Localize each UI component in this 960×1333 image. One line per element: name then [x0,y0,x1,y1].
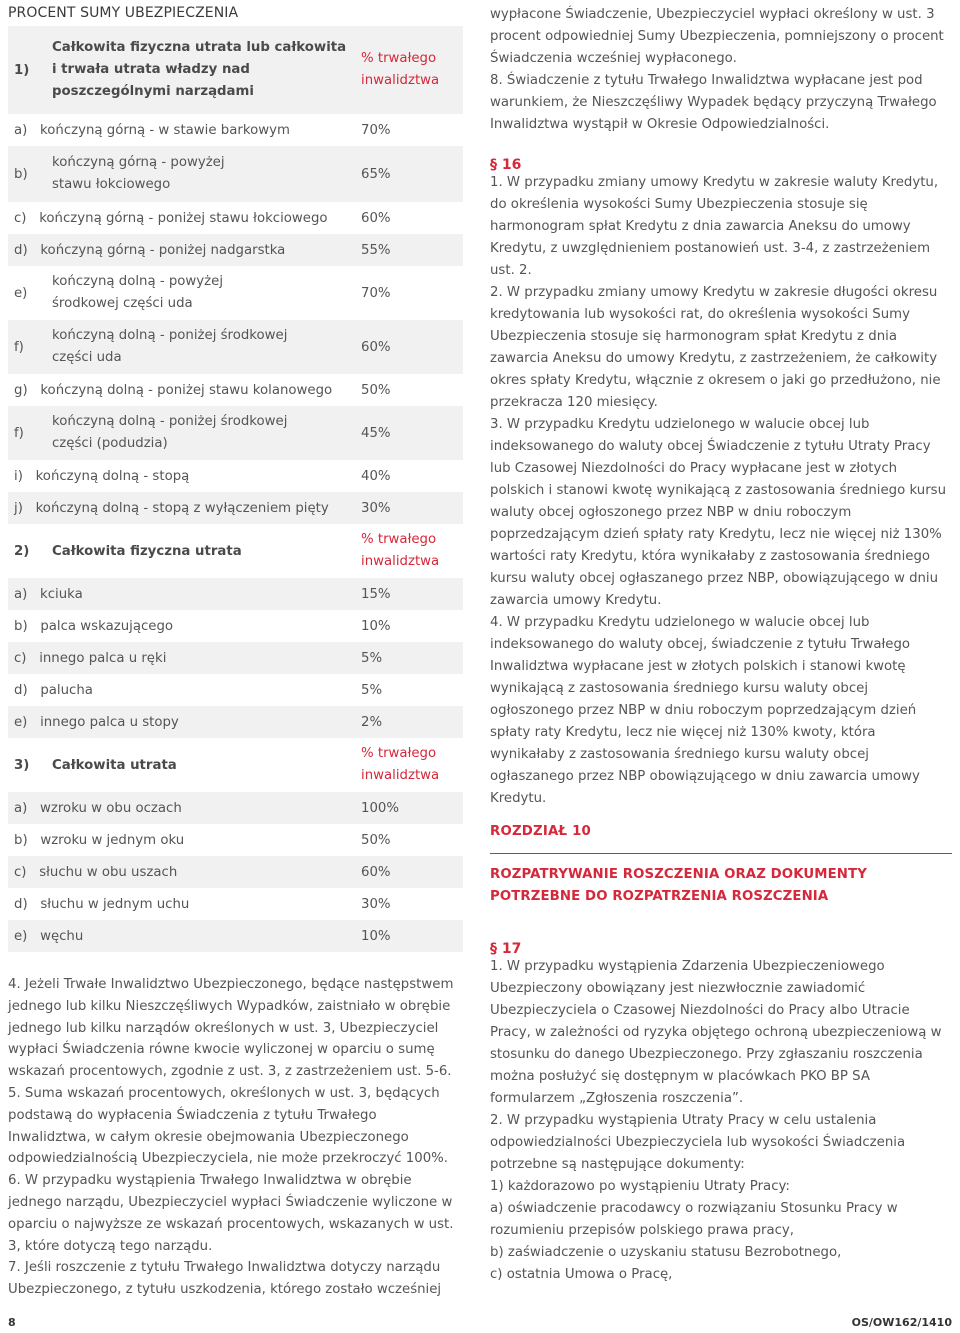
right-column [490,4,952,1286]
table-row: e) kończyną dolną - powyżej środkowej części uda 70% [14,274,391,311]
table-row: g) kończyną dolną - poniżej stawu kolanowego 50% [14,382,391,398]
s16-item-3: 3. W przypadku Kredytu udzielonego w walucie obcej lub indeksowanego do waluty obcej Świadczenie z tytułu Utraty Pracy lub Czasowej Niezdolności do Pracy wypłacane jest w złotych polskich i stanowi kwotę wynikającą z zastosowania średniego kursu waluty obcej ogłoszonego przez NBP w dniu roboczym poprzedzającym dzień spłaty raty Kredytu, lecz nie więcej niż 130% wartości raty Kredytu, która wynikałaby z zastosowania średniego kursu waluty obcej ogłaszanego przez NBP, obowiązującego w dniu zawarcia umowy Kredytu. [490,417,947,608]
section-17-heading: § 17 [490,941,522,957]
table-row: e) innego palca u stopy 2% [8,706,463,738]
s17-item-6: c) ostatnia Umowa o Pracę, [490,1267,673,1282]
intro-paragraph: wypłacone Świadczenie, Ubezpieczyciel wypłaci określony w ust. 3 procent odpowiedniej Sumy Ubezpieczenia, pomniejszony o procent Świadczenia wcześniej wypłaconego. [490,7,944,66]
table-row: i) kończyną dolną - stopą 40% [14,468,391,484]
table-row: a) wzroku w obu oczach 100% [8,792,463,824]
s16-item-4: 4. W przypadku Kredytu udzielonego w walucie obcej lub indeksowanego do waluty obcej, świadczenie z tytułu Trwałego Inwalidztwa wypłacane jest w złotych polskich i stanowi kwotę wynikającą z zastosowania średniego kursu waluty obcej ogłoszonego przez NBP w dniu roboczym poprzedzającym dzień spłaty raty Kredytu, lecz nie więcej niż 130% kwoty, która wynikałaby z zastosowania średniego kursu waluty obcej ogłaszanego przez NBP obowiązującego w dniu zawarcia umowy Kredytu. [490,615,920,806]
table-row: d) kończyną górną - poniżej nadgarstka 55% [8,234,463,266]
paragraph-4: 4. Jeżeli Trwałe Inwalidztwo Ubezpieczonego, będące następstwem jednego lub kilku Nieszczęśliwych Wypadków, zaistniało w obrębie jednego lub kilku narządów określonych w ust. 3, Ubezpieczyciel wypłaci Świadczenia równe kwocie wyliczonej w oparciu o sumę wskazań procentowych, zgodnie z ust. 3, z zastrzeżeniem ust. 5-6. [8,977,454,1080]
sec2-header [8,524,463,578]
sec3-pct-header: % trwałego inwalidztwa [361,746,440,783]
table-row: d) słuchu w jednym uchu 30% [14,896,391,912]
left-paragraphs [8,974,463,1301]
s17-item-3: 1) każdorazowo po wystąpieniu Utraty Pracy: [490,1179,790,1194]
section-16-heading: § 16 [490,157,522,173]
disability-table [8,26,463,952]
chapter-title: ROZPATRYWANIE ROSZCZENIA ORAZ DOKUMENTY POTRZEBNE DO ROZPATRZENIA ROSZCZENIA [490,867,867,904]
table-row: a) kciuka 15% [8,578,463,610]
document-code: OS/OW162/1410 [851,1316,952,1329]
paragraph-5: 5. Suma wskazań procentowych, określonych w ust. 3, będących podstawą do wypłacenia Świadczenia z tytułu Trwałego Inwalidztwa, w całym okresie obejmowania Ubezpieczonego odpowiedzialnością Ubezpieczyciela, nie może przekroczyć 100%. [8,1085,449,1167]
table-row: j) kończyną dolną - stopą z wyłączeniem pięty 30% [8,492,463,524]
table-row: c) słuchu w obu uszach 60% [8,856,463,888]
sec1-label: Całkowita fizyczna utrata lub całkowita i trwała utrata władzy nad poszczególnymi narządami [52,40,347,99]
table-row: c) innego palca u ręki 5% [8,642,463,674]
row-value: 70% [361,122,391,138]
table-row: f) kończyną dolną - poniżej środkowej części uda 60% [8,320,463,374]
s17-item-1: 1. W przypadku wystąpienia Zdarzenia Ubezpieczeniowego Ubezpieczony obowiązany jest niezwłocznie zawiadomić Ubezpieczyciela o Czasowej Niezdolności do Pracy albo Utracie Pracy, w zależności od ryzyka objętego ochroną ubezpieczeniową w stosunku do danego Ubezpieczonego. Przy zgłaszaniu roszczenia można posłużyć się dostępnym w placówkach PKO BP SA formularzem „Zgłoszenia roszczenia”. [490,959,942,1106]
paragraph-8: 8. Świadczenie z tytułu Trwałego Inwalidztwa wypłacane jest pod warunkiem, że Nieszczęśliwy Wypadek będący przyczyną Trwałego Inwalidztwa wystąpił w Okresie Odpowiedzialności. [490,73,937,132]
sec1-header [8,26,463,114]
sec3-label: Całkowita utrata [52,757,177,773]
sec1-pct-header: % trwałego inwalidztwa [361,51,440,88]
s16-item-1: 1. W przypadku zmiany umowy Kredytu w zakresie waluty Kredytu, do określenia wysokości Sumy Ubezpieczenia stosuje się harmonogram spłat Kredytu z dnia zawarcia Aneksu do umowy Kredytu, z uwzględnieniem postanowień ust. 3-4, z zastrzeżeniem ust. 2. [490,175,939,278]
table-row: d) palucha 5% [14,682,383,698]
s17-item-5: b) zaświadczenie o uzyskaniu statusu Bezrobotnego, [490,1245,842,1260]
page-number: 8 [8,1316,16,1329]
left-column [8,0,463,1301]
chapter-label: ROZDZIAŁ 10 [490,824,591,839]
section-title: PROCENT SUMY UBEZPIECZENIA [8,5,239,21]
table-row: b) wzroku w jednym oku 50% [14,832,391,848]
table-row: b) palca wskazującego 10% [14,618,391,634]
sec1-number: 1) [14,62,30,78]
s16-item-2: 2. W przypadku zmiany umowy Kredytu w zakresie długości okresu kredytowania lub wysokości rat, do określenia wysokości Sumy Ubezpieczenia stosuje się harmonogram spłat Kredytu z dnia zawarcia Aneksu do umowy Kredytu, z zastrzeżeniem, że całkowity okres spłaty Kredytu, włącznie z okresem o jaki go przedłużono, nie przekracza 120 miesięcy. [490,285,941,410]
sec2-label: Całkowita fizyczna utrata [52,543,242,559]
table-row: e) węchu 10% [8,920,463,952]
table-row: c) kończyną górną - poniżej stawu łokciowego 60% [14,210,391,226]
chapter-divider [490,853,952,854]
paragraph-6: 6. W przypadku wystąpienia Trwałego Inwalidztwa w obrębie jednego narządu, Ubezpieczyciel wypłaci Świadczenie wyliczone w oparciu o najwyższe ze wskazań procentowych, wskazanych w ust. 3, które dotyczą tego narządu. [8,1173,454,1254]
table-row: a) kończyną górną - w stawie barkowym 70% [14,122,391,138]
sec2-pct-header: % trwałego inwalidztwa [361,532,440,569]
paragraph-7: 7. Jeśli roszczenie z tytułu Trwałego Inwalidztwa dotyczy narządu Ubezpieczonego, z tytułu uszkodzenia, którego zostało wcześniej [8,1260,442,1298]
sec3-header [8,738,463,792]
sec3-number: 3) [14,757,30,773]
s17-item-4: a) oświadczenie pracodawcy o rozwiązaniu Stosunku Pracy w rozumieniu przepisów polskiego prawa pracy, [490,1201,898,1238]
table-row: b) kończyną górną - powyżej stawu łokciowego 65% [8,146,463,202]
sec2-number: 2) [14,543,30,559]
table-row: f) kończyną dolną - poniżej środkowej części (podudzia) 45% [8,406,463,460]
s17-item-2: 2. W przypadku wystąpienia Utraty Pracy w celu ustalenia odpowiedzialności Ubezpieczyciela lub wysokości Świadczenia potrzebne są następujące dokumenty: [490,1113,906,1172]
